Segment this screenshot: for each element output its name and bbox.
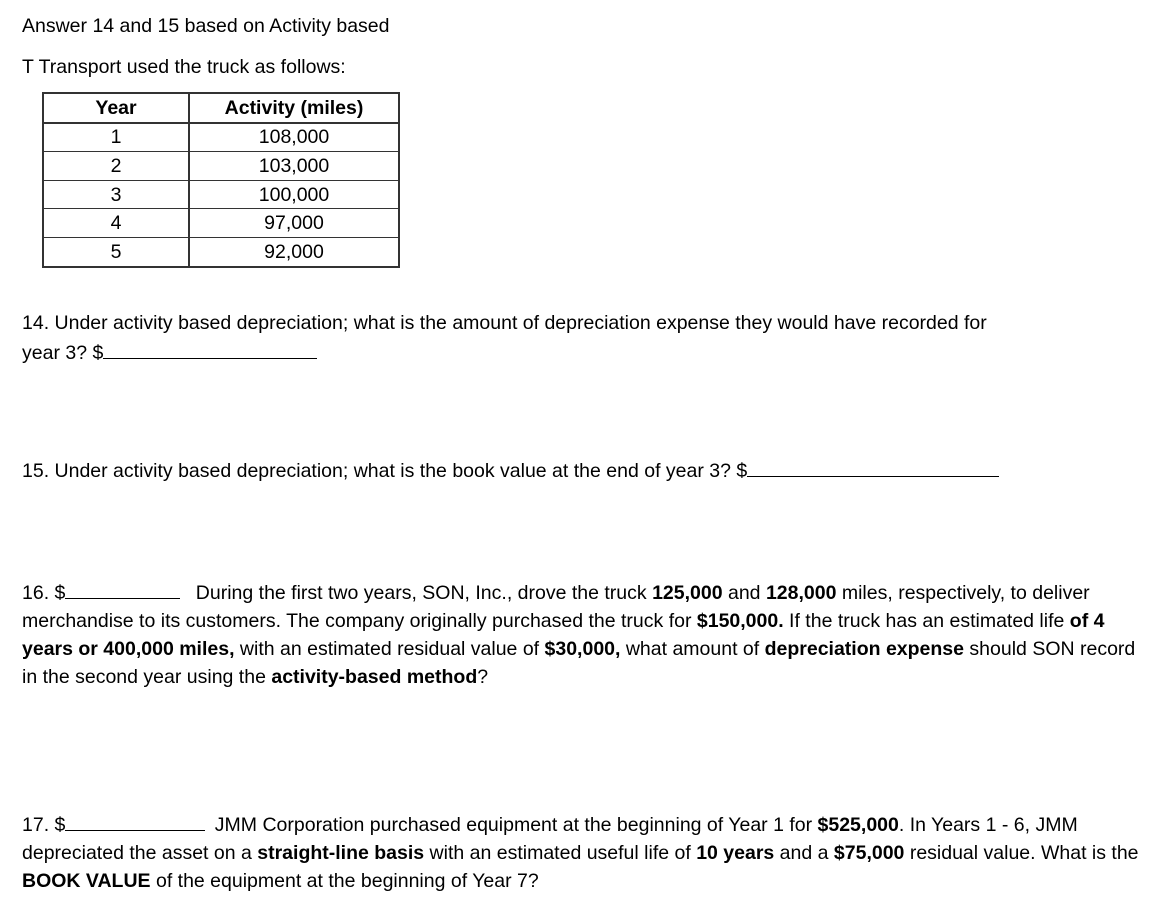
instruction-text: Answer 14 and 15 based on Activity based	[22, 15, 390, 37]
table-row	[43, 209, 399, 238]
table-row	[43, 237, 399, 266]
table-row	[43, 180, 399, 209]
miles-cell: 103,000	[189, 152, 399, 181]
q17-paragraph: 17. $ JMM Corporation purchased equipment at the beginning of Year 1 for $525,000. In Years 1 - 6, JMM depreciated the asset on a straight-line basis with an estimated useful life of 10 years and a $75,000 residual value. What is the BOOK VALUE of the equipment at the beginning of Year 7?	[22, 810, 1152, 895]
q17-number: 17. $	[22, 814, 66, 836]
table-row	[43, 123, 399, 152]
q16-paragraph: 16. $ During the first two years, SON, Inc., drove the truck 125,000 and 128,000 miles, respectively, to deliver merchandise to its customers. The company originally purchased the truck for $150,000. If the truck has an estimated life of 4 years or 400,000 miles, with an estimated residual value of $30,000, what amount of depreciation expense should SON record in the second year using the activity-based method?	[22, 578, 1152, 691]
intro-text: T Transport used the truck as follows:	[22, 56, 346, 78]
q16-number: 16. $	[22, 582, 66, 604]
table-row	[43, 152, 399, 181]
q14-line2	[22, 338, 317, 367]
year-cell: 2	[43, 152, 189, 181]
miles-cell: 108,000	[189, 123, 399, 152]
q17-answer-blank[interactable]	[65, 810, 205, 831]
q15-text: 15. Under activity based depreciation; what is the book value at the end of year 3? $	[22, 460, 748, 482]
miles-cell: 92,000	[189, 237, 399, 266]
q14-answer-blank[interactable]	[103, 338, 317, 359]
q15-line	[22, 456, 999, 485]
q16-answer-blank[interactable]	[65, 578, 180, 599]
year-cell: 5	[43, 237, 189, 266]
miles-cell: 100,000	[189, 180, 399, 209]
miles-cell: 97,000	[189, 209, 399, 238]
activity-table	[42, 92, 400, 268]
q14-prompt: year 3? $	[22, 342, 104, 364]
column-header-year: Year	[43, 93, 189, 123]
column-header-activity: Activity (miles)	[189, 93, 399, 123]
year-cell: 1	[43, 123, 189, 152]
q15-answer-blank[interactable]	[747, 456, 999, 477]
year-cell: 3	[43, 180, 189, 209]
table-header-row	[43, 93, 399, 123]
year-cell: 4	[43, 209, 189, 238]
q14-text: 14. Under activity based depreciation; what is the amount of depreciation expense they would have recorded for	[22, 312, 987, 334]
